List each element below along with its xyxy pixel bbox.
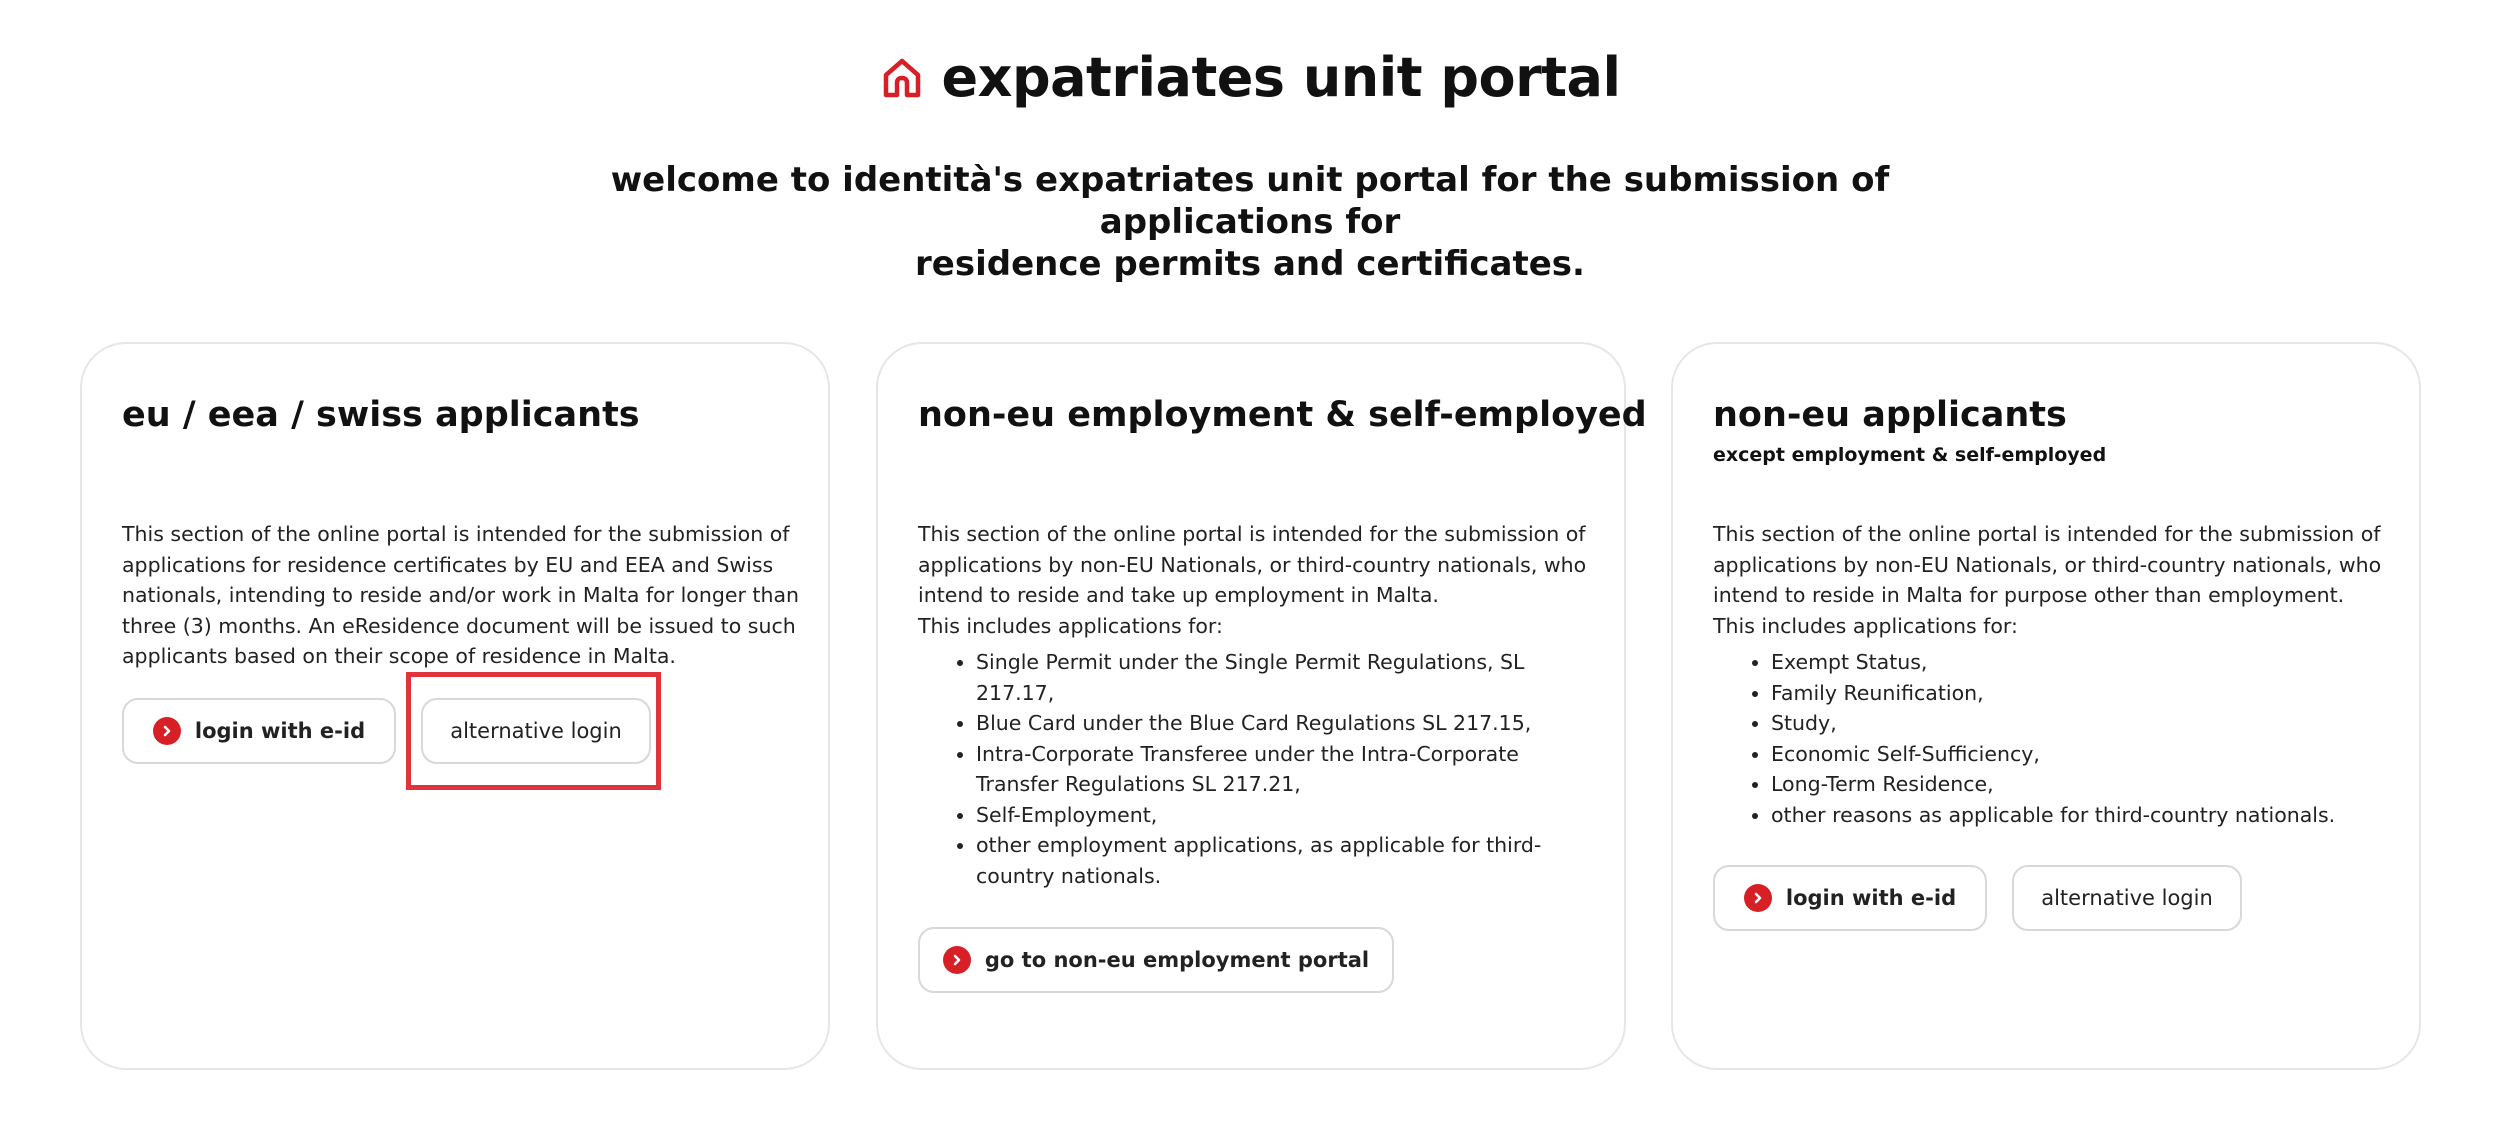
- card-description: [1713, 519, 2393, 830]
- card-description: [918, 519, 1598, 891]
- go-to-employment-portal-button[interactable]: [918, 927, 1394, 993]
- card-includes-text: This includes applications for:: [1713, 613, 2018, 638]
- card-body-text: This section of the online portal is intended for the submission of applications by non-EU Nationals, or third-country nationals, who intend to reside in Malta for purpose other than employment.: [1713, 522, 2382, 607]
- list-item: • Economic Self-Sufficiency,: [1771, 739, 2393, 770]
- card-heading: eu / eea / swiss applicants: [122, 395, 640, 435]
- login-with-eid-button[interactable]: [1713, 865, 1987, 931]
- home-icon: [880, 56, 924, 100]
- chevron-right-icon: [1744, 884, 1772, 912]
- list-item: • Study,: [1771, 708, 2393, 739]
- card-heading: non-eu applicants: [1713, 395, 2067, 435]
- list-item: • other reasons as applicable for third-country nationals.: [1771, 800, 2393, 831]
- applications-list: [918, 647, 1598, 891]
- title-row: [0, 46, 2500, 109]
- page-subtitle: [500, 159, 2000, 285]
- button-label: go to non-eu employment portal: [984, 948, 1370, 972]
- button-label: login with e-id: [1785, 886, 1957, 910]
- alternative-login-button[interactable]: [2012, 865, 2242, 931]
- card-non-eu-employment: [876, 342, 1647, 1070]
- list-item: • Family Reunification,: [1771, 678, 2393, 709]
- button-label: alternative login: [450, 719, 622, 743]
- card-description: [122, 519, 802, 672]
- list-item: • other employment applications, as applicable for third-country nationals.: [976, 830, 1598, 891]
- chevron-right-icon: [943, 946, 971, 974]
- page-header: [0, 46, 2500, 285]
- card-body-text: This section of the online portal is intended for the submission of applications by non-EU Nationals, or third-country nationals, who intend to reside and take up employment in Malta.: [918, 522, 1587, 607]
- card-subheading: except employment & self-employed: [1713, 444, 2107, 466]
- page-title: expatriates unit portal: [941, 46, 1621, 109]
- subtitle-line-1: welcome to identità's expatriates unit portal for the submission of applications for: [610, 160, 1890, 242]
- list-item: • Long-Term Residence,: [1771, 769, 2393, 800]
- card-includes-text: This includes applications for:: [918, 613, 1223, 638]
- card-heading: non-eu employment & self-employed: [918, 395, 1647, 435]
- list-item: • Single Permit under the Single Permit Regulations, SL 217.17,: [976, 647, 1598, 708]
- button-label: login with e-id: [194, 719, 366, 743]
- card-eu-eea-swiss: [80, 342, 830, 1070]
- login-with-eid-button[interactable]: [122, 698, 396, 764]
- alternative-login-button[interactable]: [421, 698, 651, 764]
- list-item: • Self-Employment,: [976, 800, 1598, 831]
- list-item: • Exempt Status,: [1771, 647, 2393, 678]
- subtitle-line-2: residence permits and certificates.: [915, 244, 1585, 284]
- list-item: • Intra-Corporate Transferee under the Intra-Corporate Transfer Regulations SL 217.21,: [976, 739, 1598, 800]
- button-label: alternative login: [2041, 886, 2213, 910]
- card-body-text: This section of the online portal is intended for the submission of applications for residence certificates by EU and EEA and Swiss nationals, intending to reside and/or work in Malta for longer than three (3) months. An eResidence document will be issued to such applicants based on their scope of residence in Malta.: [122, 522, 800, 668]
- card-non-eu-applicants: [1671, 342, 2421, 1070]
- list-item: • Blue Card under the Blue Card Regulations SL 217.15,: [976, 708, 1598, 739]
- applications-list: [1713, 647, 2393, 830]
- chevron-right-icon: [153, 717, 181, 745]
